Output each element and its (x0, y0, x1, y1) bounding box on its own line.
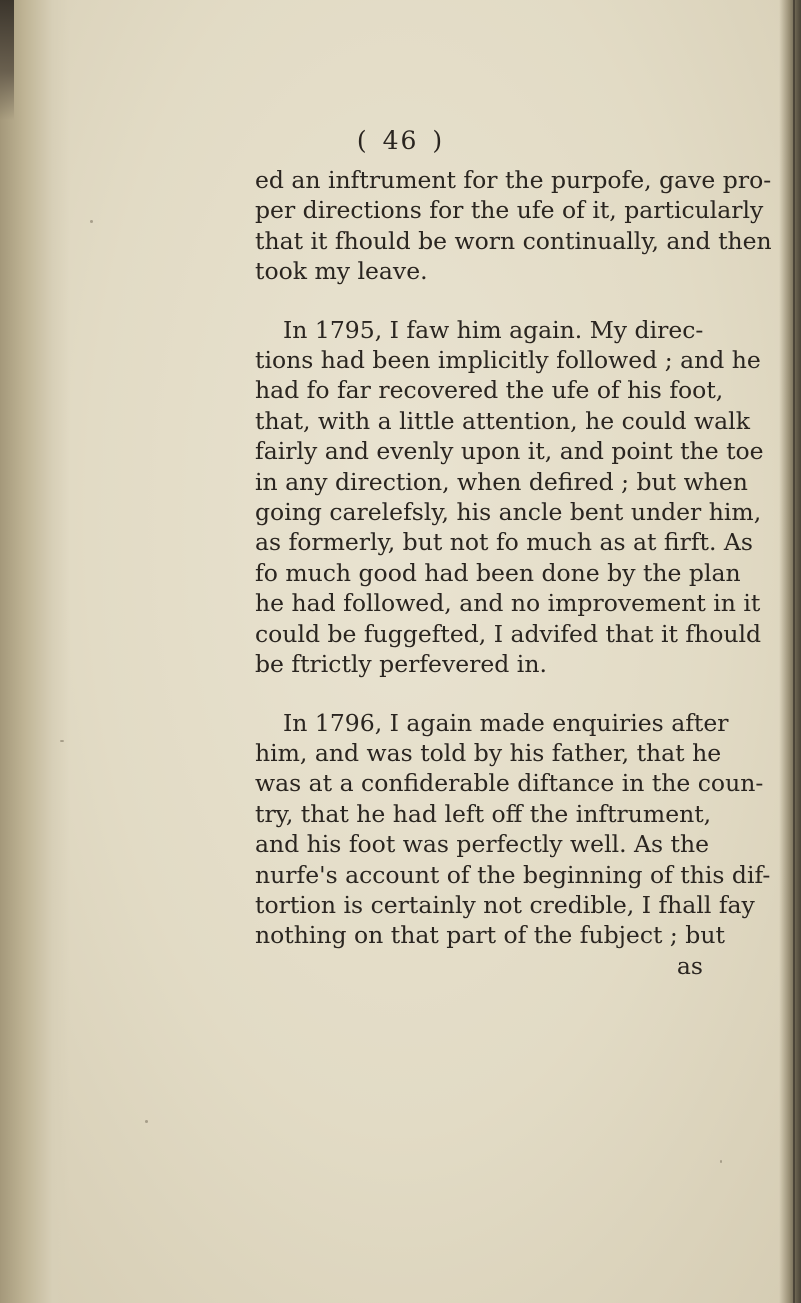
paper-speck (90, 220, 93, 223)
text-line-content: In 1796, I again made enquiries after (283, 708, 729, 737)
text-line: tortion is certainly not credible, I fhall fay (255, 890, 755, 919)
text-line: nothing on that part of the fubject ; but (255, 921, 725, 950)
text-line (255, 708, 729, 738)
text-line: going carelefsly, his ancle bent under him, (255, 498, 762, 527)
page-edge-stain (0, 0, 14, 120)
paper-speck (720, 1160, 722, 1163)
paper-speck (145, 1120, 148, 1123)
text-line: nurfe's account of the beginning of this dif- (255, 860, 771, 889)
text-line: had fo far recovered the ufe of his foot, (255, 376, 724, 405)
text-line: that it fhould be worn continually, and then (255, 226, 772, 255)
text-line: took my leave. (255, 257, 428, 286)
header-open-paren: ( (356, 126, 369, 155)
page-left-edge (0, 0, 70, 1303)
paragraph-gap (255, 680, 703, 708)
text-line: in any direction, when defired ; but when (255, 467, 748, 496)
text-line: and his foot was perfectly well. As the (255, 830, 710, 859)
page-header (0, 126, 801, 155)
text-line: that, with a little attention, he could walk (255, 406, 750, 435)
text-line: he had followed, and no improvement in it (255, 589, 761, 618)
text-line: be ftrictly perfevered in. (255, 650, 547, 679)
paragraph-gap (255, 287, 703, 315)
binding-line (793, 0, 795, 1303)
text-line: per directions for the ufe of it, particularly (255, 196, 764, 225)
text-line: tions had been implicitly followed ; and he (255, 346, 761, 375)
text-line: him, and was told by his father, that he (255, 738, 722, 767)
text-line-content: In 1795, I faw him again. My direc- (283, 315, 704, 344)
text-line: try, that he had left off the inftrument, (255, 799, 712, 828)
text-line: was at a confiderable diftance in the coun- (255, 769, 764, 798)
text-line: ed an inftrument for the purpofe, gave pro- (255, 166, 772, 194)
text-line: as formerly, but not fo much as at firft. As (255, 528, 753, 557)
text-line (255, 315, 703, 345)
binding-shadow (779, 0, 801, 1303)
text-line: fo much good had been done by the plan (255, 558, 741, 587)
text-line: could be fuggefted, I advifed that it fhould (255, 619, 762, 648)
page-number: 46 (382, 126, 419, 155)
text-line: fairly and evenly upon it, and point the toe (255, 437, 764, 466)
catchword: as (676, 951, 703, 980)
body-text (255, 165, 772, 981)
paper-speck (60, 740, 64, 742)
header-close-paren: ) (432, 126, 445, 155)
